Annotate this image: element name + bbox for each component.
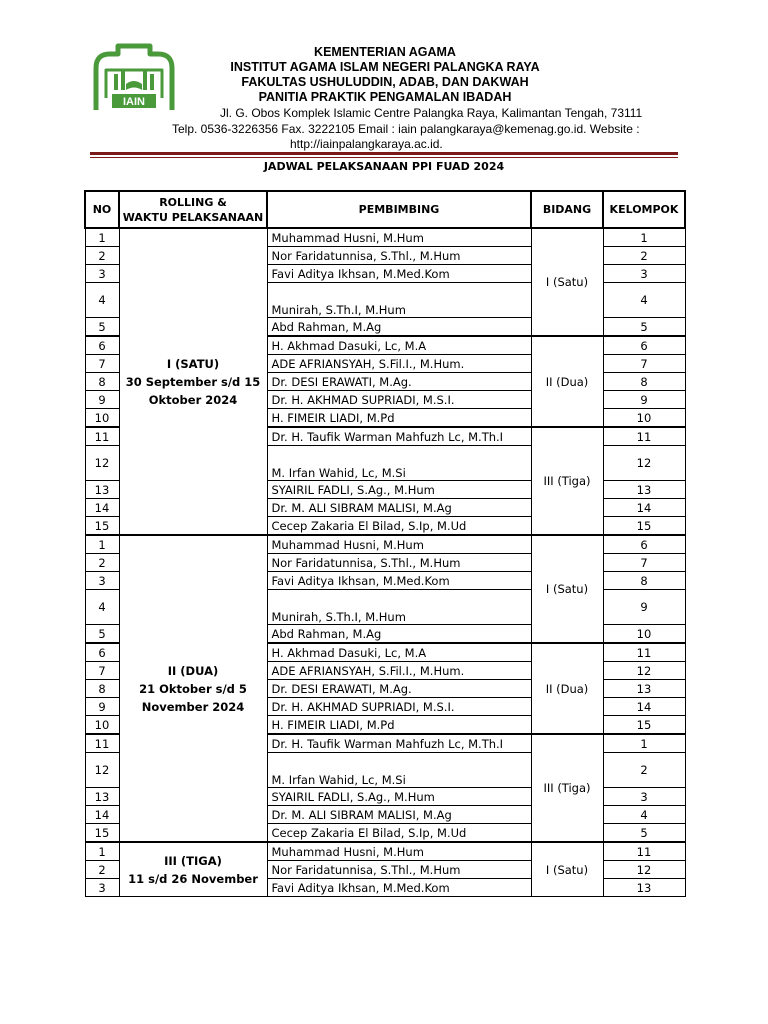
supervisor-name: Muhammad Husni, M.Hum bbox=[267, 842, 531, 861]
header-rule bbox=[90, 152, 678, 155]
group-number: 14 bbox=[603, 499, 685, 517]
group-number: 12 bbox=[603, 446, 685, 481]
bidang-cell: I (Satu) bbox=[531, 228, 603, 336]
group-number: 3 bbox=[603, 788, 685, 806]
group-number: 6 bbox=[603, 535, 685, 554]
group-number: 10 bbox=[603, 625, 685, 644]
group-number: 15 bbox=[603, 517, 685, 536]
rolling-period bbox=[119, 842, 267, 897]
supervisor-name: Nor Faridatunnisa, S.Thl., M.Hum bbox=[267, 247, 531, 265]
row-number: 7 bbox=[85, 355, 119, 373]
group-number: 12 bbox=[603, 861, 685, 879]
supervisor-name: Dr. M. ALI SIBRAM MALISI, M.Ag bbox=[267, 499, 531, 517]
supervisor-name: H. FIMEIR LIADI, M.Pd bbox=[267, 716, 531, 735]
supervisor-name: Munirah, S.Th.I, M.Hum bbox=[267, 590, 531, 625]
row-number: 10 bbox=[85, 409, 119, 428]
supervisor-name: Abd Rahman, M.Ag bbox=[267, 318, 531, 337]
supervisor-name: H. Akhmad Dasuki, Lc, M.A bbox=[267, 336, 531, 355]
group-number: 12 bbox=[603, 662, 685, 680]
group-number: 4 bbox=[603, 283, 685, 318]
header-address: Jl. G. Obos Komplek Islamic Centre Palangka Raya, Kalimantan Tengah, 73111 bbox=[220, 106, 643, 120]
row-number: 1 bbox=[85, 535, 119, 554]
supervisor-name: H. Akhmad Dasuki, Lc, M.A bbox=[267, 643, 531, 662]
rolling-date: November 2024 bbox=[141, 699, 245, 714]
supervisor-name: Munirah, S.Th.I, M.Hum bbox=[267, 283, 531, 318]
col-header-no: NO bbox=[85, 191, 119, 228]
group-number: 11 bbox=[603, 427, 685, 446]
group-number: 13 bbox=[603, 680, 685, 698]
supervisor-name: Favi Aditya Ikhsan, M.Med.Kom bbox=[267, 879, 531, 897]
supervisor-name: Nor Faridatunnisa, S.Thl., M.Hum bbox=[267, 554, 531, 572]
bidang-cell: I (Satu) bbox=[531, 842, 603, 897]
rolling-date: Oktober 2024 bbox=[148, 392, 238, 407]
row-number: 5 bbox=[85, 318, 119, 337]
supervisor-name: Favi Aditya Ikhsan, M.Med.Kom bbox=[267, 572, 531, 590]
svg-text:IAIN: IAIN bbox=[123, 96, 145, 108]
row-number: 15 bbox=[85, 517, 119, 536]
supervisor-name: Muhammad Husni, M.Hum bbox=[267, 228, 531, 247]
group-number: 8 bbox=[603, 572, 685, 590]
supervisor-name: Muhammad Husni, M.Hum bbox=[267, 535, 531, 554]
row-number: 10 bbox=[85, 716, 119, 735]
rolling-period bbox=[119, 535, 267, 842]
row-number: 2 bbox=[85, 861, 119, 879]
rolling-date: 21 Oktober s/d 5 bbox=[139, 681, 247, 696]
row-number: 3 bbox=[85, 265, 119, 283]
supervisor-name: Cecep Zakaria El Bilad, S.Ip, M.Ud bbox=[267, 517, 531, 536]
supervisor-name: H. FIMEIR LIADI, M.Pd bbox=[267, 409, 531, 428]
group-number: 7 bbox=[603, 554, 685, 572]
group-number: 15 bbox=[603, 716, 685, 735]
group-number: 9 bbox=[603, 391, 685, 409]
rolling-name: II (DUA) bbox=[167, 663, 219, 678]
row-number: 12 bbox=[85, 753, 119, 788]
supervisor-name: Dr. H. Taufik Warman Mahfuzh Lc, M.Th.I bbox=[267, 734, 531, 753]
row-number: 1 bbox=[85, 228, 119, 247]
group-number: 13 bbox=[603, 879, 685, 897]
group-number: 14 bbox=[603, 698, 685, 716]
row-number: 6 bbox=[85, 643, 119, 662]
table-row bbox=[85, 535, 685, 554]
group-number: 10 bbox=[603, 409, 685, 428]
header-committee: PANITIA PRAKTIK PENGAMALAN IBADAH bbox=[258, 90, 512, 104]
row-number: 11 bbox=[85, 427, 119, 446]
row-number: 3 bbox=[85, 572, 119, 590]
supervisor-name: SYAIRIL FADLI, S.Ag., M.Hum bbox=[267, 481, 531, 499]
group-number: 1 bbox=[603, 734, 685, 753]
group-number: 9 bbox=[603, 590, 685, 625]
row-number: 4 bbox=[85, 590, 119, 625]
rolling-name: III (TIGA) bbox=[164, 853, 222, 868]
row-number: 13 bbox=[85, 481, 119, 499]
row-number: 7 bbox=[85, 662, 119, 680]
row-number: 5 bbox=[85, 625, 119, 644]
supervisor-name: Dr. DESI ERAWATI, M.Ag. bbox=[267, 680, 531, 698]
bidang-cell: III (Tiga) bbox=[531, 427, 603, 535]
group-number: 5 bbox=[603, 824, 685, 843]
group-number: 13 bbox=[603, 481, 685, 499]
supervisor-name: M. Irfan Wahid, Lc, M.Si bbox=[267, 446, 531, 481]
supervisor-name: Dr. H. AKHMAD SUPRIADI, M.S.I. bbox=[267, 391, 531, 409]
row-number: 14 bbox=[85, 499, 119, 517]
row-number: 8 bbox=[85, 373, 119, 391]
supervisor-name: Cecep Zakaria El Bilad, S.Ip, M.Ud bbox=[267, 824, 531, 843]
row-number: 2 bbox=[85, 247, 119, 265]
group-number: 1 bbox=[603, 228, 685, 247]
table-header-row bbox=[85, 191, 685, 228]
col-header-rolling: ROLLING & WAKTU PELAKSANAAN bbox=[119, 191, 267, 228]
rolling-date: 11 s/d 26 November bbox=[128, 871, 258, 886]
col-header-bidang: BIDANG bbox=[531, 191, 603, 228]
supervisor-name: Dr. H. AKHMAD SUPRIADI, M.S.I. bbox=[267, 698, 531, 716]
row-number: 15 bbox=[85, 824, 119, 843]
group-number: 11 bbox=[603, 842, 685, 861]
bidang-cell: II (Dua) bbox=[531, 336, 603, 427]
row-number: 14 bbox=[85, 806, 119, 824]
supervisor-name: ADE AFRIANSYAH, S.Fil.I., M.Hum. bbox=[267, 662, 531, 680]
group-number: 6 bbox=[603, 336, 685, 355]
row-number: 9 bbox=[85, 698, 119, 716]
row-number: 6 bbox=[85, 336, 119, 355]
row-number: 4 bbox=[85, 283, 119, 318]
supervisor-name: Dr. M. ALI SIBRAM MALISI, M.Ag bbox=[267, 806, 531, 824]
row-number: 11 bbox=[85, 734, 119, 753]
table-row bbox=[85, 228, 685, 247]
row-number: 1 bbox=[85, 842, 119, 861]
table-row bbox=[85, 842, 685, 861]
group-number: 11 bbox=[603, 643, 685, 662]
group-number: 5 bbox=[603, 318, 685, 337]
header-website: http://iainpalangkaraya.ac.id. bbox=[290, 137, 443, 151]
header-ministry: KEMENTERIAN AGAMA bbox=[314, 45, 456, 59]
row-number: 8 bbox=[85, 680, 119, 698]
group-number: 2 bbox=[603, 247, 685, 265]
bidang-cell: I (Satu) bbox=[531, 535, 603, 643]
row-number: 13 bbox=[85, 788, 119, 806]
row-number: 2 bbox=[85, 554, 119, 572]
supervisor-name: Favi Aditya Ikhsan, M.Med.Kom bbox=[267, 265, 531, 283]
bidang-cell: III (Tiga) bbox=[531, 734, 603, 842]
supervisor-name: Dr. DESI ERAWATI, M.Ag. bbox=[267, 373, 531, 391]
group-number: 4 bbox=[603, 806, 685, 824]
row-number: 9 bbox=[85, 391, 119, 409]
row-number: 3 bbox=[85, 879, 119, 897]
rolling-name: I (SATU) bbox=[166, 356, 220, 371]
supervisor-name: Dr. H. Taufik Warman Mahfuzh Lc, M.Th.I bbox=[267, 427, 531, 446]
document-title: JADWAL PELAKSANAAN PPI FUAD 2024 bbox=[263, 160, 505, 173]
header-faculty: FAKULTAS USHULUDDIN, ADAB, DAN DAKWAH bbox=[241, 75, 529, 89]
col-header-kelompok: KELOMPOK bbox=[603, 191, 685, 228]
row-number: 12 bbox=[85, 446, 119, 481]
rolling-date: 30 September s/d 15 bbox=[125, 374, 261, 389]
header-contact: Telp. 0536-3226356 Fax. 3222105 Email : iain palangkaraya@kemenag.go.id. Website : bbox=[172, 122, 640, 136]
supervisor-name: ADE AFRIANSYAH, S.Fil.I., M.Hum. bbox=[267, 355, 531, 373]
bidang-cell: II (Dua) bbox=[531, 643, 603, 734]
group-number: 3 bbox=[603, 265, 685, 283]
col-header-pembimbing: PEMBIMBING bbox=[267, 191, 531, 228]
supervisor-name: M. Irfan Wahid, Lc, M.Si bbox=[267, 753, 531, 788]
header-rule-thin bbox=[90, 157, 678, 158]
rolling-period bbox=[119, 228, 267, 535]
group-number: 8 bbox=[603, 373, 685, 391]
schedule-table bbox=[84, 190, 686, 897]
header-institute: INSTITUT AGAMA ISLAM NEGERI PALANGKA RAYA bbox=[230, 60, 540, 74]
supervisor-name: Nor Faridatunnisa, S.Thl., M.Hum bbox=[267, 861, 531, 879]
supervisor-name: SYAIRIL FADLI, S.Ag., M.Hum bbox=[267, 788, 531, 806]
group-number: 2 bbox=[603, 753, 685, 788]
group-number: 7 bbox=[603, 355, 685, 373]
supervisor-name: Abd Rahman, M.Ag bbox=[267, 625, 531, 644]
